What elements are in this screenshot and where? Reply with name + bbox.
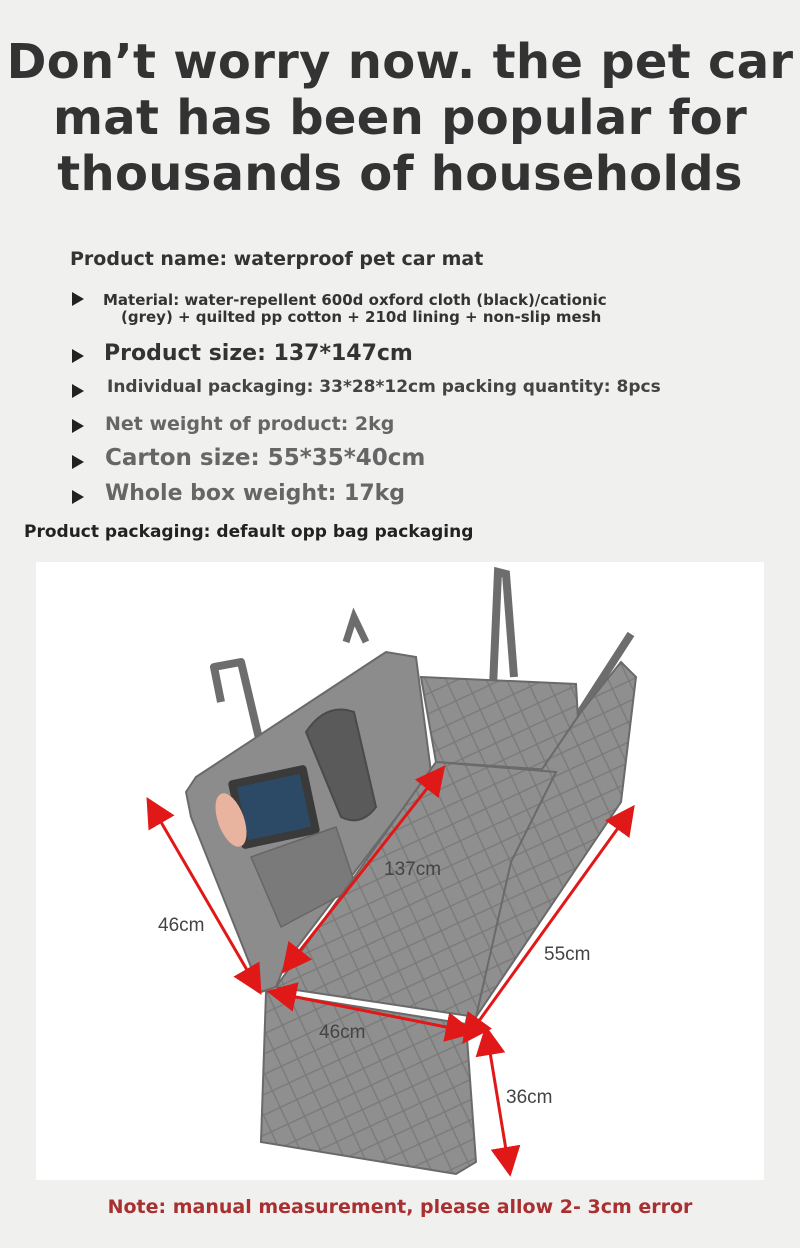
- dimension-label-width: 55cm: [544, 944, 591, 965]
- dimension-arrow-flap-height: [488, 1040, 508, 1162]
- dimension-label-flap-width: 46cm: [319, 1022, 366, 1043]
- headline-line-3: thousands of households: [57, 146, 743, 202]
- spec-net-weight: Net weight of product: 2kg: [105, 413, 395, 435]
- front-flap: [261, 992, 476, 1174]
- headline-line-2: mat has been popular for: [52, 90, 748, 146]
- spec-size: Product size: 137*147cm: [104, 341, 413, 366]
- dimension-label-flap-height: 36cm: [506, 1087, 553, 1108]
- headrest-strap: [346, 617, 366, 642]
- packaging-note: Product packaging: default opp bag packaging: [24, 522, 474, 542]
- spec-material-line-1: Material: water-repellent 600d oxford cloth (black)/cationic: [103, 291, 607, 309]
- bullet-arrow-icon: [72, 490, 84, 504]
- product-name: Product name: waterproof pet car mat: [70, 248, 484, 270]
- bullet-arrow-icon: [72, 292, 84, 306]
- left-strap: [214, 662, 261, 747]
- headline-line-1: Don’t worry now. the pet car: [6, 34, 794, 90]
- headline: [0, 34, 800, 202]
- spec-material-line-2: (grey) + quilted pp cotton + 210d lining + non-slip mesh: [121, 308, 602, 326]
- bullet-arrow-icon: [72, 384, 84, 398]
- measurement-note: Note: manual measurement, please allow 2- 3cm error: [107, 1196, 693, 1218]
- dimension-label-length: 137cm: [384, 859, 442, 880]
- spec-packaging: Individual packaging: 33*28*12cm packing quantity: 8pcs: [107, 377, 661, 397]
- spec-carton: Carton size: 55*35*40cm: [105, 445, 426, 471]
- bullet-arrow-icon: [72, 455, 84, 469]
- dimension-label-side-height: 46cm: [158, 915, 205, 936]
- rear-strap-left: [493, 572, 514, 687]
- spec-box-weight: Whole box weight: 17kg: [105, 481, 406, 506]
- bullet-arrow-icon: [72, 349, 84, 363]
- bullet-arrow-icon: [72, 419, 84, 433]
- spec-material: [103, 292, 607, 326]
- product-photo: [36, 562, 764, 1180]
